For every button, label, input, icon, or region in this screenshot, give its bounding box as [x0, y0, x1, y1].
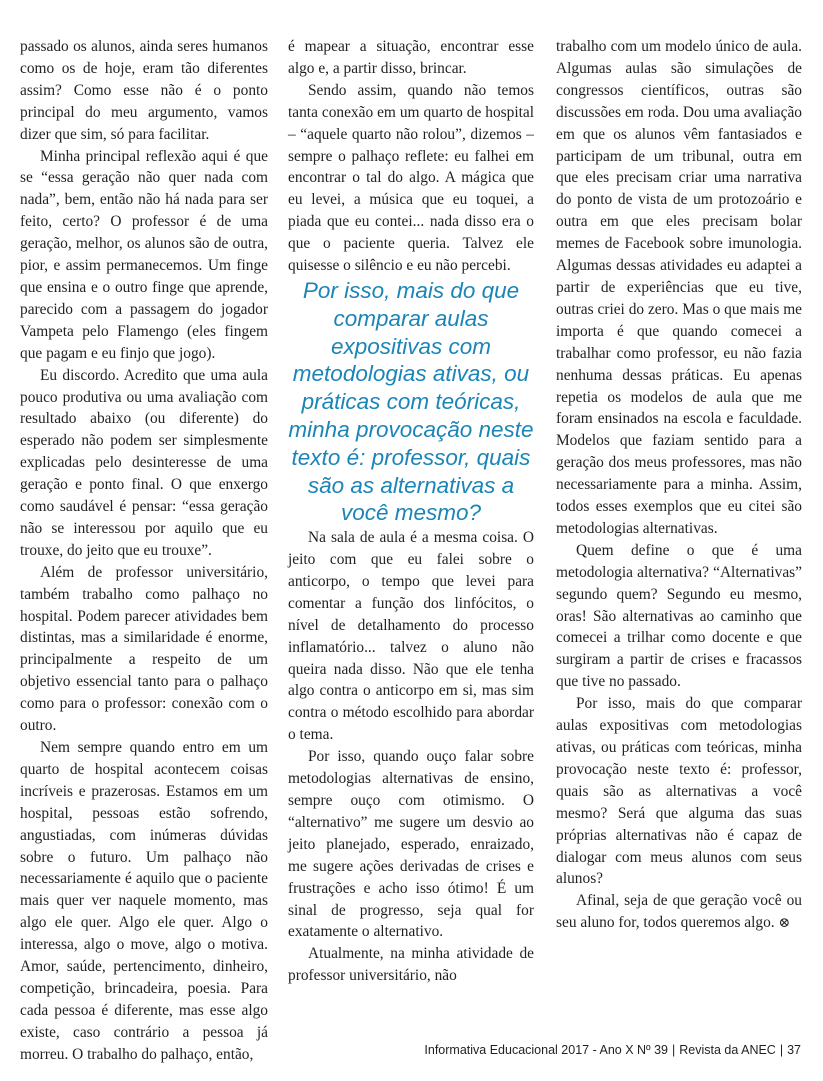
paragraph: é mapear a situação, encontrar esse algo e, a partir disso, brincar.	[288, 38, 534, 77]
paragraph: Além de professor universitário, também trabalho como palhaço no hospital. Podem parecer atividades bem distintas, mas a similaridade é enorme, principalmente a respeito de um objetivo essencial tanto para o palhaço como para o professor: conexão com o outro.	[20, 563, 268, 735]
paragraph: Eu discordo. Acredito que uma aula pouco produtiva ou uma avaliação com resultado abaixo (ou diferente) do esperado não podem ser simplesmente explicadas pelo desinteresse de uma geração e ponto final. O que enxergo como saudável é pensar: “essa geração não se interessou por aquilo que eu trouxe, do jeito que eu trouxe”.	[20, 366, 268, 559]
closing-paragraph	[556, 890, 802, 935]
page-footer	[424, 1043, 801, 1057]
footer-separator: |	[779, 1043, 784, 1057]
article-column-1	[20, 36, 268, 1066]
paragraph: Nem sempre quando entro em um quarto de hospital acontecem coisas incríveis e prazerosas. Estamos em um hospital, pessoas estão sofrendo, angustiadas, com inúmeras dúvidas sobre o futuro. Um palhaço não necessariamente é aquilo que o paciente mais quer ver naquele momento, mas algo ele quer. Algo ele quer. Algo o interessa, algo o move, algo o motiva. Amor, saúde, pertencimento, dinheiro, competição, brincadeira, poesia. Para cada pessoa é diferente, mas esse algo existe, caso contrário a pessoa já morreu. O trabalho do palhaço, então,	[20, 739, 268, 1063]
article-column-3	[556, 36, 802, 935]
article-column-2	[288, 36, 534, 987]
end-mark-icon: ⊗	[778, 916, 791, 932]
paragraph: Minha principal reflexão aqui é que se “essa geração não quer nada com nada”, bem, então não há nada para ser feito, certo? O professor é de uma geração, melhor, os alunos são de outra, pior, e assim permanecemos. Um finge que ensina e o outro finge que aprende, parecido com a passagem do jogador Vampeta pelo Flamengo (eles fingem que pagam e eu finjo que jogo).	[20, 147, 268, 362]
paragraph: Sendo assim, quando não temos tanta conexão em um quarto de hospital – “aquele quarto não rolou”, dizemos – sempre o palhaço reflete: eu falhei em encontrar o tal do algo. A mágica que eu levei, a música que eu toquei, a piada que eu contei... nada disso era o que o paciente queria. Talvez ele quisesse o silêncio e eu não percebi.	[288, 81, 534, 275]
paragraph: Quem define o que é uma metodologia alternativa? “Alternativas” segundo quem? Segundo eu mesmo, oras! São alternativas ao caminho que comecei a trilhar como docente e que surgiram a partir de crises e fracassos que tive no passado.	[556, 541, 802, 691]
paragraph: passado os alunos, ainda seres humanos como os de hoje, eram tão diferentes assim? Como esse não é o ponto principal do meu argumento, vamos dizer que sim, só para facilitar.	[20, 38, 268, 143]
magazine-name: Revista da ANEC	[679, 1043, 776, 1057]
footer-separator: |	[672, 1043, 676, 1057]
paragraph: Na sala de aula é a mesma coisa. O jeito com que eu falei sobre o anticorpo, o tempo que levei para comentar a função dos linfócitos, o nível de detalhamento do processo inflamatório... talvez o aluno não queira nada disso. Não que ele tenha algo contra o anticorpo em si, mas sim contra o método escolhido para abordar o tema.	[288, 529, 534, 744]
paragraph: trabalho com um modelo único de aula. Algumas aulas são simulações de congressos científicos, outras são discussões em roda. Dou uma avaliação em que os alunos vêm fantasiados e participam de um tribunal, outra em que eles precisam criar uma narrativa do ponto de vista de um protozoário e outra em que eles precisam bolar memes de Facebook sobre imunologia. Algumas dessas atividades eu adaptei a partir de experiências que eu tive, outras criei do zero. Mas o que mais me importa é que quando comecei a trabalhar como professor, eu não fazia nenhuma dessas práticas. Eu apenas repetia os modelos de aula que me foram ensinados na escola e faculdade. Modelos que faziam sentido para a geração dos meus professores, mas não necessariamente para a minha. Assim, todos esses exemplos que eu citei são metodologias alternativas.	[556, 38, 802, 537]
pull-quote: Por isso, mais do que comparar aulas expositivas com metodologias ativas, ou práticas com teóricas, minha provocação neste texto é: professor, quais são as alternativas a você mesmo?	[288, 277, 534, 526]
paragraph: Por isso, mais do que comparar aulas expositivas com metodologias ativas, ou práticas com teóricas, minha provocação neste texto é: professor, quais são as alternativas a você mesmo? Será que alguma das suas próprias alternativas não é capaz de dialogar com meus alunos com seus alunos?	[556, 695, 802, 888]
paragraph: Atualmente, na minha atividade de professor universitário, não	[288, 945, 534, 985]
paragraph: Por isso, quando ouço falar sobre metodologias alternativas de ensino, sempre ouço com otimismo. O “alternativo” me sugere um desvio ao jeito planejado, esperado, enraizado, me sugere ações derivadas de crises e frustrações e acho isso ótimo! É um sinal de progresso, seja qual for exatamente o alternativo.	[288, 748, 534, 941]
publication-info: Informativa Educacional 2017 - Ano X Nº 39	[424, 1043, 669, 1057]
page-number: 37	[787, 1043, 801, 1057]
paragraph-text: Afinal, seja de que geração você ou seu aluno for, todos queremos algo.	[556, 892, 802, 932]
